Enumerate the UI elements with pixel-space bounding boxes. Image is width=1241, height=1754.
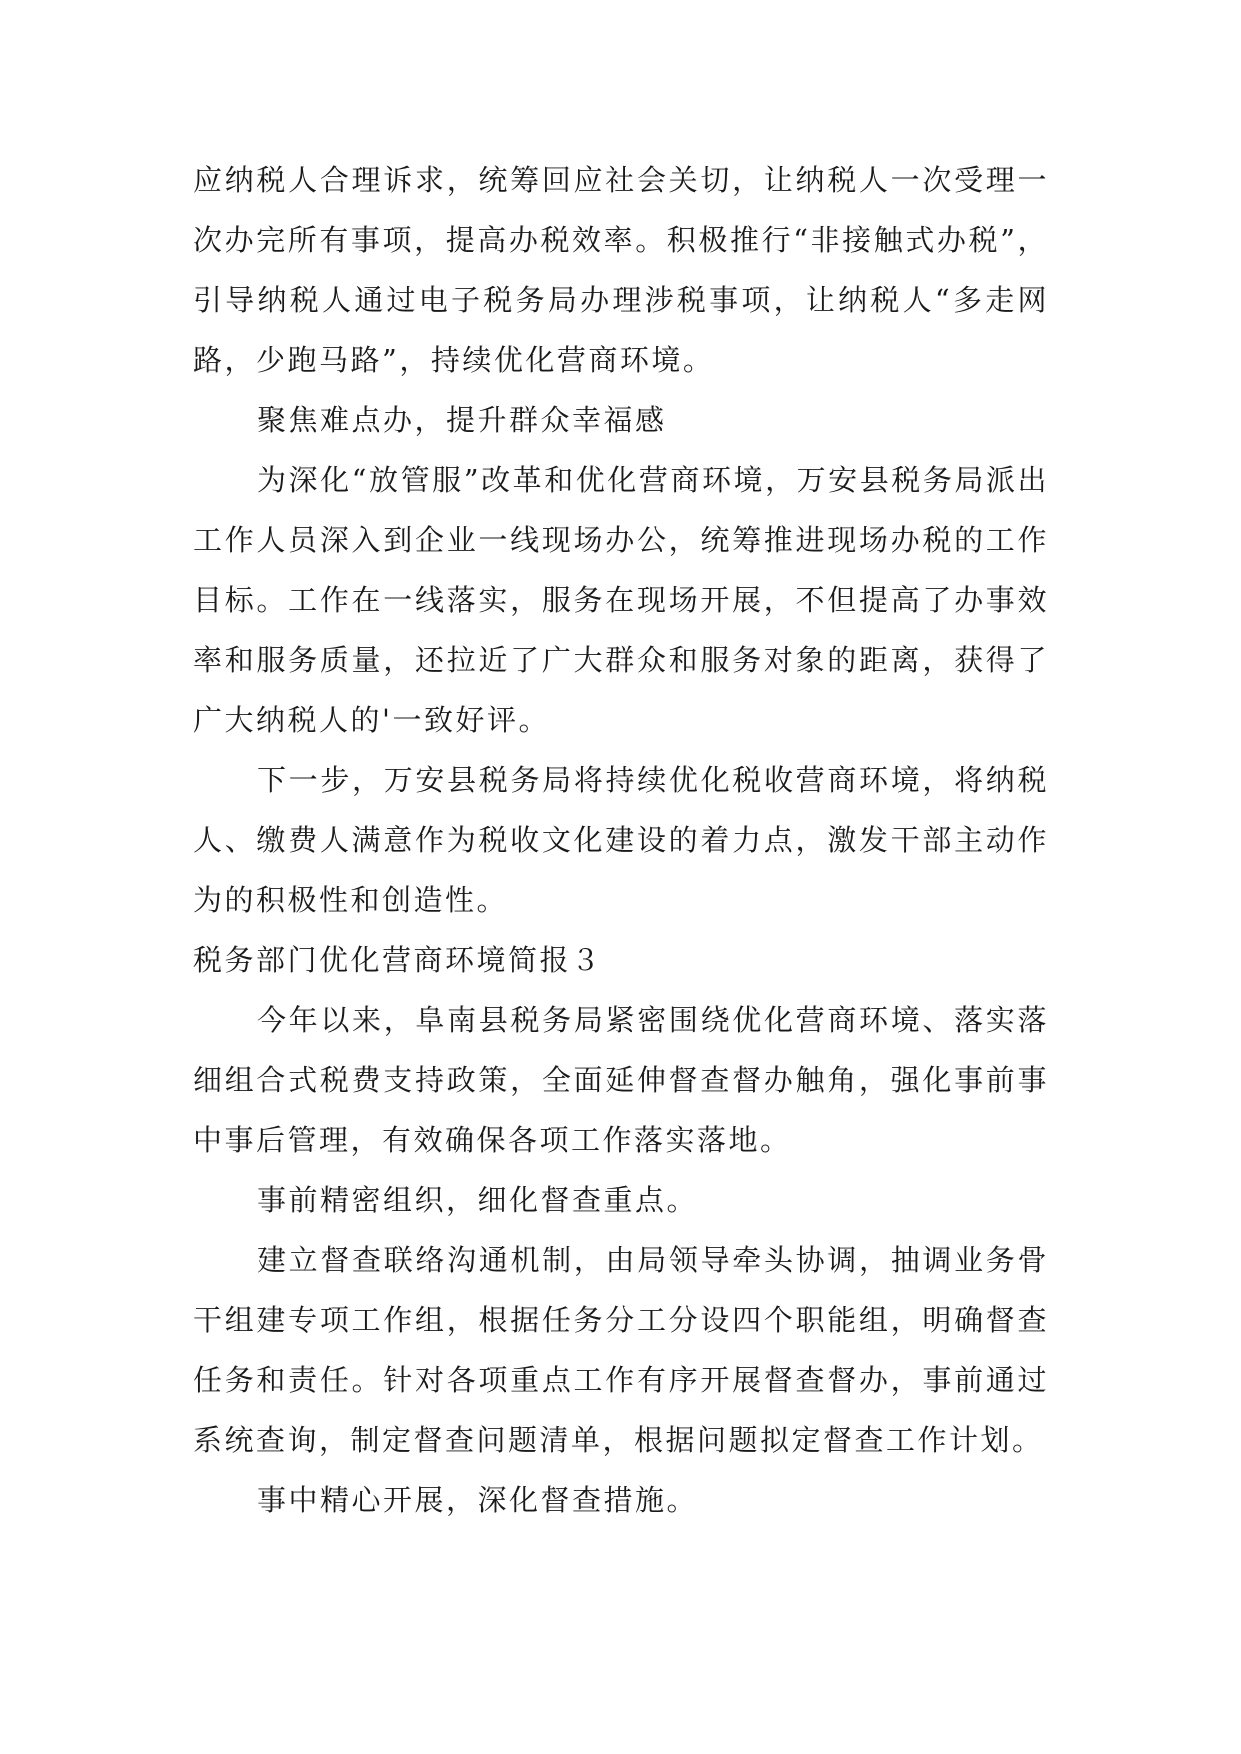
paragraph-1: 应纳税人合理诉求，统筹回应社会关切，让纳税人一次受理一次办完所有事项，提高办税效率。积极推行“非接触式办税”，引导纳税人通过电子税务局办理涉税事项，让纳税人“多走网路，少跑马路”，持续优化营商环境。 — [193, 163, 1049, 377]
paragraph-3: 为深化“放管服”改革和优化营商环境，万安县税务局派出工作人员深入到企业一线现场办公，统筹推进现场办税的工作目标。工作在一线落实，服务在现场开展，不但提高了办事效率和服务质量，还拉近了广大群众和服务对象的距离，获得了广大纳税人的'一致好评。 — [193, 463, 1049, 737]
section-subheading-before: 事前精密组织，细化督查重点。 — [257, 1183, 699, 1217]
section-subheading-during: 事中精心开展，深化督查措施。 — [257, 1483, 699, 1517]
paragraph-4: 下一步，万安县税务局将持续优化税收营商环境，将纳税人、缴费人满意作为税收文化建设的着力点，激发干部主动作为的积极性和创造性。 — [193, 763, 1049, 917]
section-subheading-difficulties: 聚焦难点办，提升群众幸福感 — [257, 403, 667, 437]
document-page — [193, 150, 1049, 1530]
paragraph-7: 建立督查联络沟通机制，由局领导牵头协调，抽调业务骨干组建专项工作组，根据任务分工分设四个职能组，明确督查任务和责任。针对各项重点工作有序开展督查督办，事前通过系统查询，制定督查问题清单，根据问题拟定督查工作计划。 — [193, 1243, 1049, 1457]
section-heading-report-3: 税务部门优化营商环境简报３ — [193, 943, 603, 977]
paragraph-5: 今年以来，阜南县税务局紧密围绕优化营商环境、落实落细组合式税费支持政策，全面延伸督查督办触角，强化事前事中事后管理，有效确保各项工作落实落地。 — [193, 1003, 1049, 1157]
